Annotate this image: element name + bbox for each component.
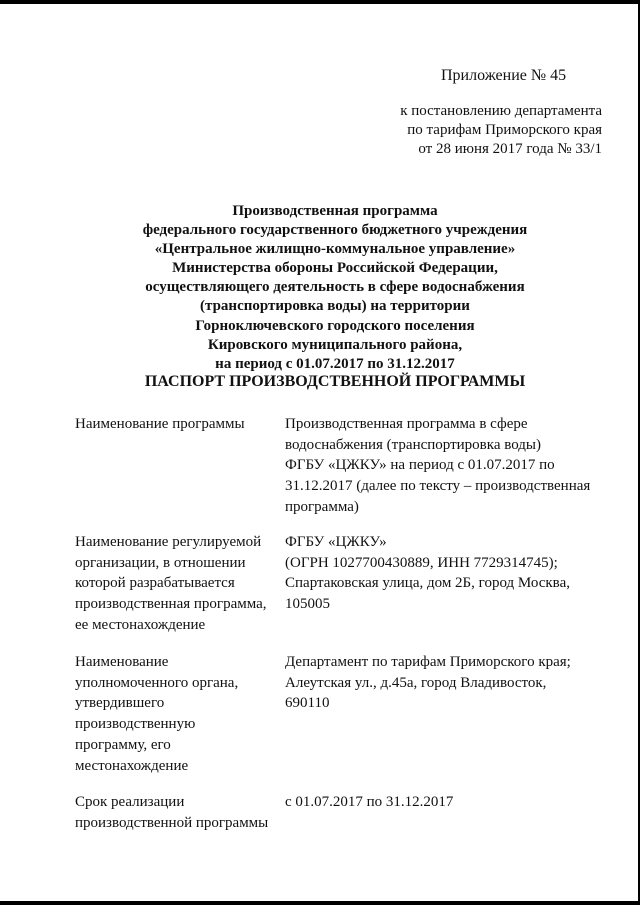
decree-line: от 28 июня 2017 года № 33/1 [418,141,602,157]
decree-reference [374,102,602,159]
value-line: с 01.07.2017 по 31.12.2017 [285,794,454,810]
row-value [285,414,605,518]
label-line: организации, в отношении [75,554,246,571]
title-line: (транспортировка воды) на территории [200,298,470,315]
title-line: Кировского муниципального района, [207,336,463,353]
passport-heading: ПАСПОРТ ПРОИЗВОДСТВЕННОЙ ПРОГРАММЫ [144,373,526,390]
label-line: утвердившего [75,695,165,712]
label-line: уполномоченного органа, [75,674,239,691]
row-label [75,532,280,636]
value-line: 690110 [285,695,330,712]
row-value [285,652,605,714]
label-line: производственная программа, [75,596,267,613]
row-label [75,414,280,435]
value-line: программа) [285,498,359,515]
value-line: ФГБУ «ЦЖКУ» [285,534,387,550]
value-line: ФГБУ «ЦЖКУ» на период с 01.07.2017 по [285,457,555,474]
value-line: Производственная программа в сфере [285,416,528,432]
value-line: 31.12.2017 (далее по тексту – производственная [285,478,591,495]
title-line: федерального государственного бюджетного учреждения [142,222,528,239]
scan-border-bottom [0,901,640,905]
label-line: производственной программы [75,814,269,831]
value-line: (ОГРН 1027700430889, ИНН 7729314745); [285,554,558,571]
appendix-number: Приложение № 45 [441,67,567,84]
label-line: Наименование регулируемой [75,534,262,550]
label-line: ее местонахождение [75,616,206,633]
label-line: Срок реализации [75,794,185,810]
title-line: Министерства обороны Российской Федерации, [172,260,498,277]
value-line: Алеутская ул., д.45а, город Владивосток, [285,674,547,691]
row-label [75,652,280,776]
document-title [70,202,600,374]
label-line: Наименование [75,654,169,670]
row-value [285,532,605,615]
title-line: осуществляющего деятельность в сфере водоснабжения [145,279,525,296]
scan-border-top [0,0,640,4]
label-line: программу, его [75,736,171,753]
value-line: Спартаковская улица, дом 2Б, город Москва, [285,575,570,592]
row-label [75,792,280,833]
value-line: водоснабжения (транспортировка воды) [285,436,541,453]
decree-line: по тарифам Приморского края [407,122,602,138]
title-line: «Центральное жилищно-коммунальное управление» [154,241,516,258]
label-line: местонахождение [75,757,189,774]
row-value [285,792,605,813]
value-line: 105005 [285,596,330,613]
label-line: которой разрабатывается [75,575,235,592]
value-line: Департамент по тарифам Приморского края; [285,654,571,670]
title-line: Горноключевского городского поселения [195,317,475,334]
label-line: производственную [75,716,196,733]
label-line: Наименование программы [75,416,245,432]
title-line: на период с 01.07.2017 по 31.12.2017 [215,355,455,372]
title-line: Производственная программа [232,203,438,219]
decree-line: к постановлению департамента [400,103,602,119]
